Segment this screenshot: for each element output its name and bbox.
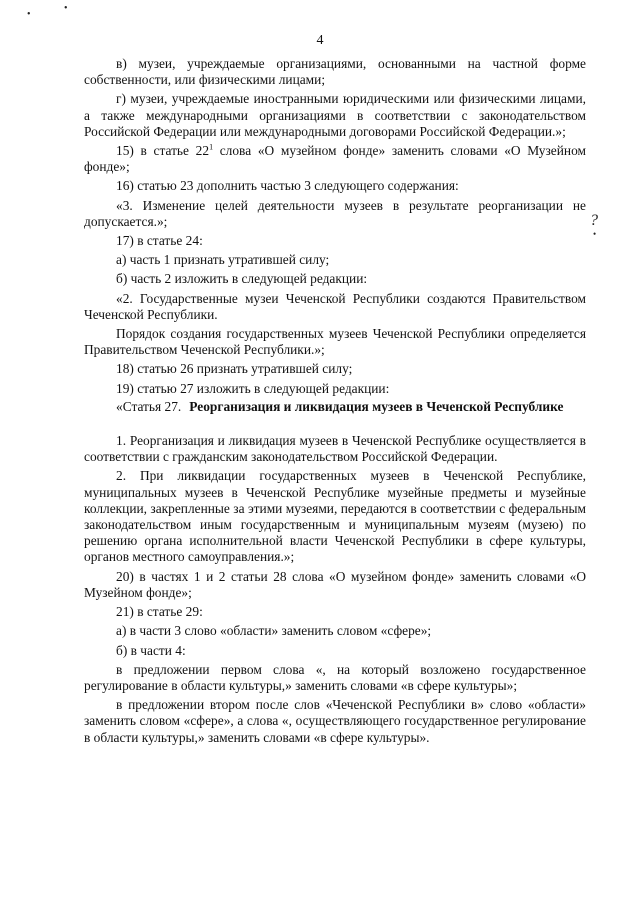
scan-speck: • bbox=[27, 9, 31, 20]
margin-question-mark: ? bbox=[590, 212, 598, 229]
paragraph: в предложении втором после слов «Чеченской Республики в» слово «области» заменить словом «сфере», а слова «, осуществляющего государственное регулирование в области культуры,» заменить словами «в сфере культуры». bbox=[84, 697, 586, 745]
paragraph: «3. Изменение целей деятельности музеев в результате реорганизации не допускается.»; bbox=[84, 197, 586, 229]
paragraph: б) часть 2 изложить в следующей редакции: bbox=[116, 271, 368, 287]
article-title: Реорганизация и ликвидация музеев в Чеченской Республике bbox=[189, 398, 564, 414]
paragraph: 16) статью 23 дополнить частью 3 следующего содержания: bbox=[116, 178, 459, 194]
paragraph: «2. Государственные музеи Чеченской Республики создаются Правительством Чеченской Республики. bbox=[84, 290, 586, 322]
page-number: 4 bbox=[316, 33, 324, 48]
paragraph: 1. Реорганизация и ликвидация музеев в Чеченской Республике осуществляется в соответствии с гражданским законодательством Российской Федерации. bbox=[84, 433, 586, 465]
paragraph: 19) статью 27 изложить в следующей редакции: bbox=[116, 380, 390, 396]
paragraph: в) музеи, учреждаемые организациями, основанными на частной форме собственности, или физическими лицами; bbox=[84, 56, 586, 88]
superscript: 1 bbox=[209, 142, 214, 152]
paragraph-text: слова «О музейном фонде» заменить словами «О Музейном фонде»; bbox=[84, 143, 586, 175]
article-number: «Статья 27. bbox=[116, 398, 182, 414]
paragraph: Порядок создания государственных музеев Чеченской Республики определяется Правительством Чеченской Республики.»; bbox=[84, 326, 586, 358]
article-heading bbox=[84, 399, 586, 415]
paragraph: 2. При ликвидации государственных музеев в Чеченской Республике, муниципальных музеев в Чеченской Республике музейные предметы и музейные коллекции, закрепленные за этими музеями, передаются в соответствии с федеральным законодательством иным государственным и муниципальным музеям (музею) по решению органа исполнительной власти Чеченской Республики в сфере культуры, органов местного самоуправления.»; bbox=[84, 468, 586, 565]
paragraph: в предложении первом слова «, на который возложено государственное регулирование в области культуры,» заменить словами «в сфере культуры»; bbox=[84, 661, 586, 693]
paragraph: а) в части 3 слово «области» заменить словом «сфере»; bbox=[116, 623, 432, 639]
paragraph: б) в части 4: bbox=[116, 642, 186, 658]
document-body bbox=[84, 56, 586, 746]
paragraph: 18) статью 26 признать утратившей силу; bbox=[116, 361, 353, 377]
margin-dot: • bbox=[593, 229, 597, 239]
scan-speck: • bbox=[64, 3, 68, 14]
paragraph: г) музеи, учреждаемые иностранными юридическими или физическими лицами, а также международными организациями в соответствии с законодательством Российской Федерации или международными договорами Российской Федерации.»; bbox=[84, 91, 586, 139]
paragraph: 21) в статье 29: bbox=[116, 604, 203, 620]
paragraph: 17) в статье 24: bbox=[116, 233, 203, 249]
paragraph: 20) в частях 1 и 2 статьи 28 слова «О музейном фонде» заменить словами «О Музейном фонде»; bbox=[84, 568, 586, 600]
paragraph-text: 15) в статье 22 bbox=[116, 143, 210, 159]
paragraph: а) часть 1 признать утратившей силу; bbox=[116, 252, 330, 268]
paragraph bbox=[84, 143, 586, 175]
